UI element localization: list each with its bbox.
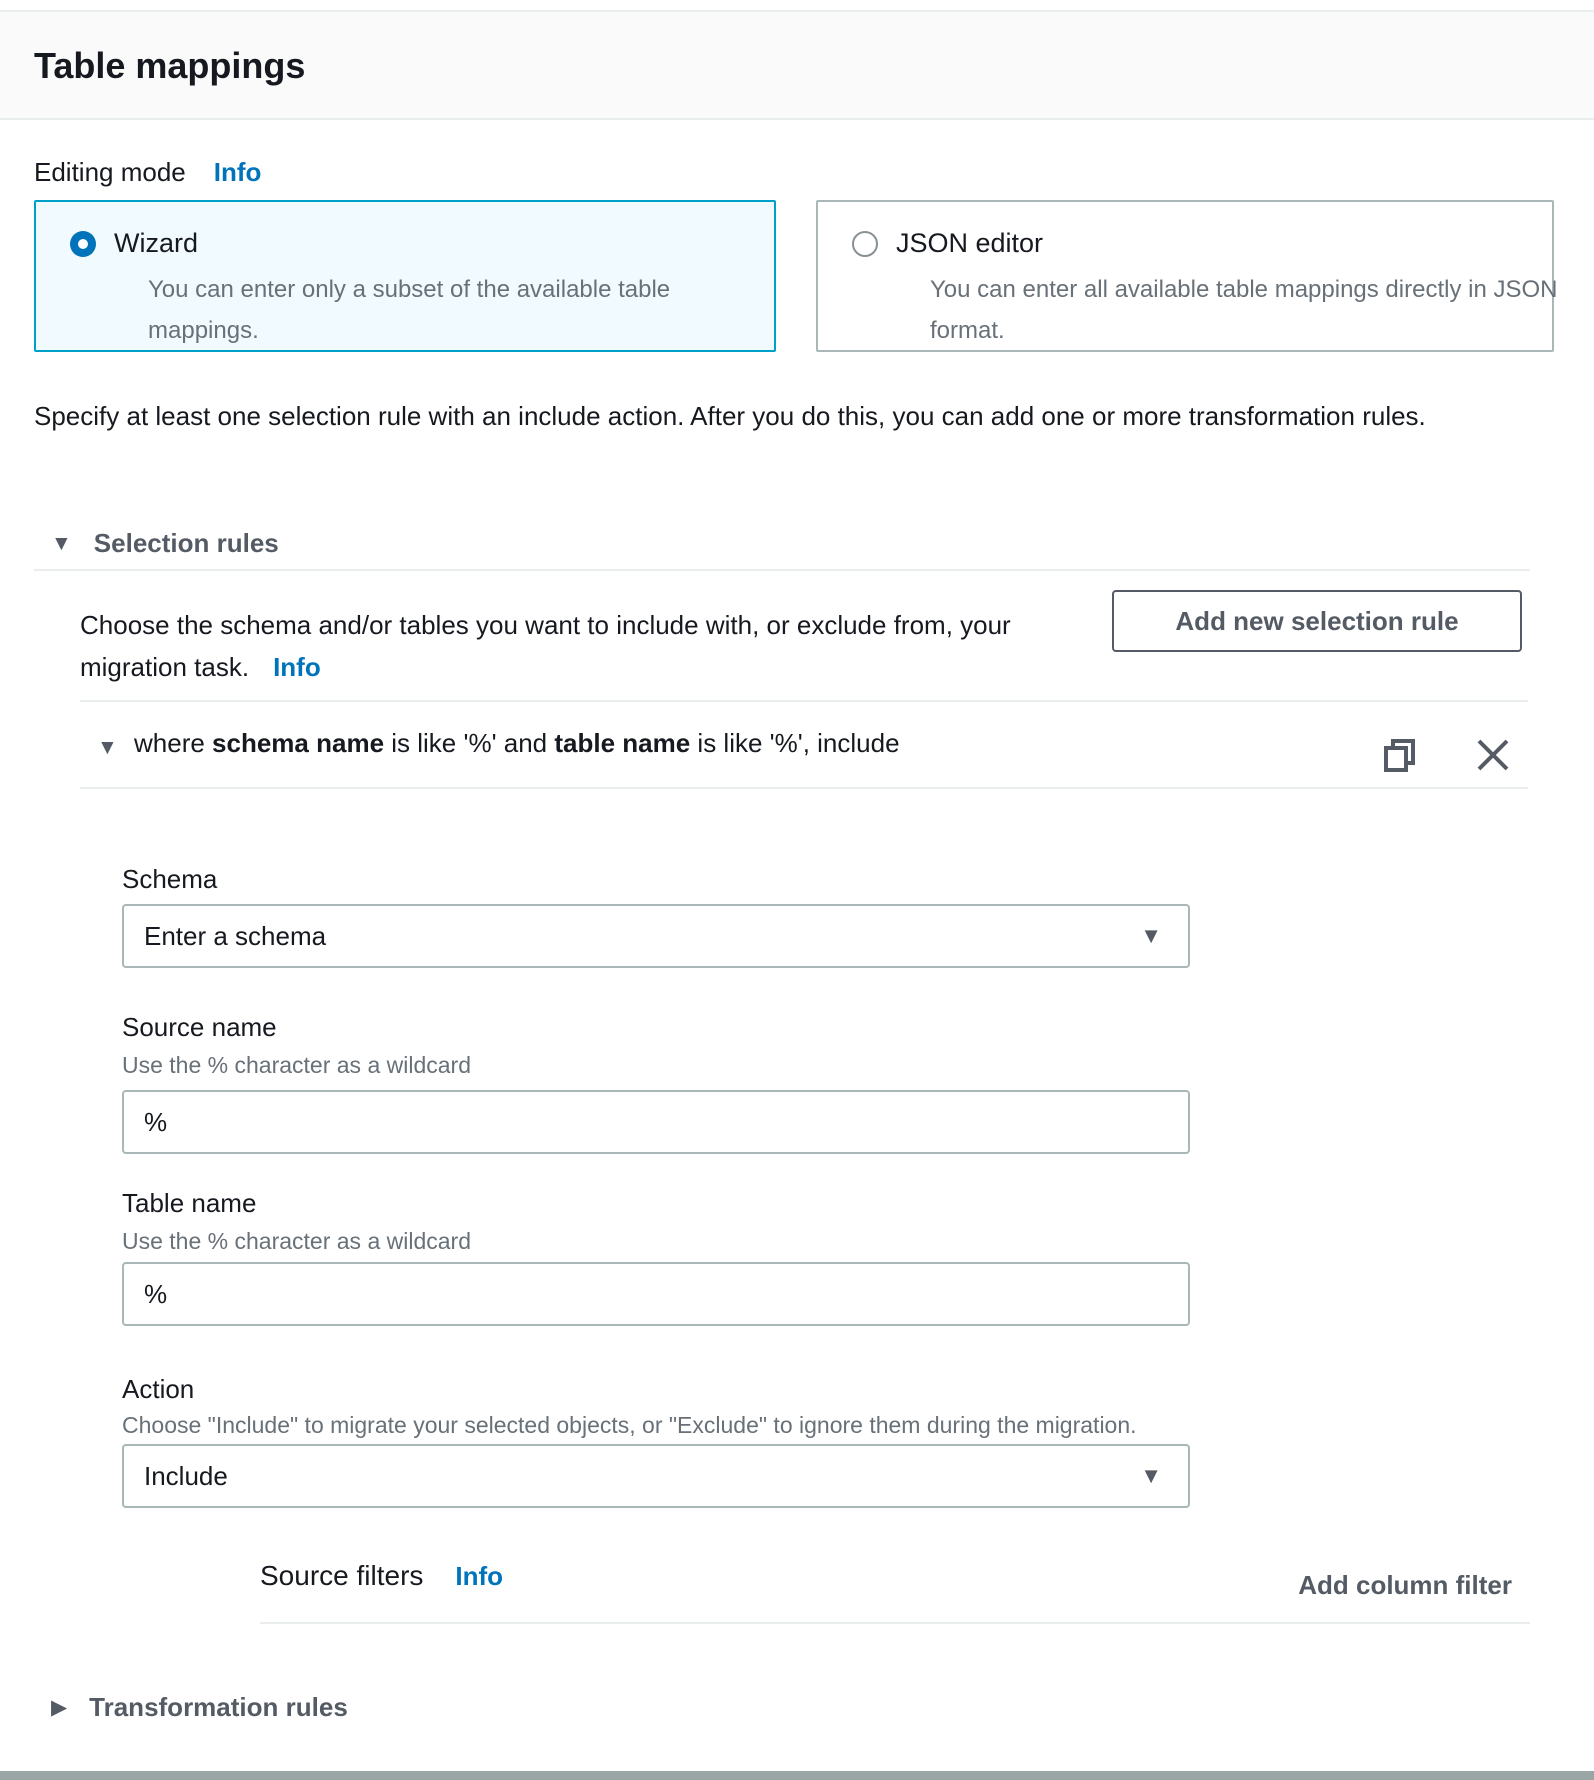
source-filters-label: Source filters — [260, 1560, 424, 1591]
rule-header-row — [0, 726, 1594, 786]
rule-summary-schema-field: schema name — [212, 728, 385, 758]
source-filters-row — [260, 1560, 503, 1592]
transformation-rules-header[interactable] — [51, 1692, 348, 1723]
selection-rules-info-link[interactable]: Info — [273, 652, 321, 682]
rule-summary-table-field: table name — [554, 728, 691, 758]
action-select-value: Include — [144, 1460, 228, 1491]
radio-unselected-icon[interactable] — [852, 231, 878, 257]
table-name-label: Table name — [122, 1188, 257, 1218]
source-filters-info-link[interactable]: Info — [455, 1561, 504, 1591]
radio-selected-icon[interactable] — [70, 231, 96, 257]
action-label: Action — [122, 1374, 195, 1404]
close-icon — [1475, 735, 1511, 775]
schema-select[interactable] — [122, 904, 1190, 968]
caret-right-icon: ▶ — [51, 1696, 68, 1719]
panel-header — [0, 10, 1594, 120]
caret-down-icon[interactable]: ▼ — [97, 736, 118, 759]
editing-mode-option-wizard[interactable] — [34, 200, 776, 352]
schema-label: Schema — [122, 864, 218, 894]
page-title: Table mappings — [34, 45, 306, 86]
editing-mode-option-json-editor[interactable] — [816, 200, 1558, 352]
editing-mode-row — [34, 157, 261, 188]
json-option-label: JSON editor — [896, 228, 1044, 258]
divider — [34, 569, 1530, 571]
selection-rules-description — [80, 604, 1120, 688]
intro-text: Specify at least one selection rule with an include action. After you do this, you can add one or more transformation rules. — [34, 401, 1426, 431]
duplicate-rule-button[interactable] — [1380, 734, 1420, 778]
wizard-option-description: You can enter only a subset of the available table mappings. — [148, 276, 671, 344]
wizard-option-top — [70, 228, 774, 259]
caret-down-icon: ▼ — [51, 531, 72, 555]
rule-summary-part: is like '%', include — [690, 728, 900, 758]
json-option-description: You can enter all available table mappings directly in JSON format. — [930, 276, 1558, 344]
bottom-scrollbar[interactable] — [0, 1771, 1594, 1780]
divider — [80, 787, 1528, 789]
add-new-selection-rule-button[interactable]: Add new selection rule — [1112, 590, 1522, 652]
copy-icon — [1382, 735, 1418, 775]
action-hint: Choose "Include" to migrate your selected objects, or "Exclude" to ignore them during the migration. — [122, 1412, 1137, 1438]
wizard-option-label: Wizard — [114, 228, 199, 258]
selection-rules-description-text: Choose the schema and/or tables you want to include with, or exclude from, your migration task. — [80, 610, 1011, 682]
dropdown-caret-icon: ▼ — [1140, 1463, 1162, 1488]
action-select[interactable] — [122, 1444, 1190, 1508]
rule-summary-part: where — [134, 728, 213, 758]
editing-mode-info-link[interactable]: Info — [213, 157, 262, 187]
transformation-rules-title: Transformation rules — [89, 1692, 348, 1722]
schema-select-value: Enter a schema — [144, 920, 327, 951]
divider — [80, 700, 1528, 702]
selection-rules-title: Selection rules — [93, 528, 279, 558]
selection-rules-header[interactable] — [51, 528, 279, 559]
add-column-filter-button[interactable]: Add column filter — [1298, 1570, 1512, 1600]
rule-summary — [134, 728, 900, 759]
remove-rule-button[interactable] — [1473, 734, 1513, 778]
divider — [260, 1622, 1530, 1624]
editing-mode-label: Editing mode — [34, 157, 186, 187]
table-name-hint: Use the % character as a wildcard — [122, 1228, 471, 1254]
rule-summary-part: is like '%' and — [384, 728, 555, 758]
json-option-top — [852, 228, 1552, 259]
table-name-input[interactable] — [122, 1262, 1190, 1326]
source-name-label: Source name — [122, 1012, 277, 1042]
source-name-hint: Use the % character as a wildcard — [122, 1052, 471, 1078]
source-name-input[interactable] — [122, 1090, 1190, 1154]
dropdown-caret-icon: ▼ — [1140, 923, 1162, 948]
